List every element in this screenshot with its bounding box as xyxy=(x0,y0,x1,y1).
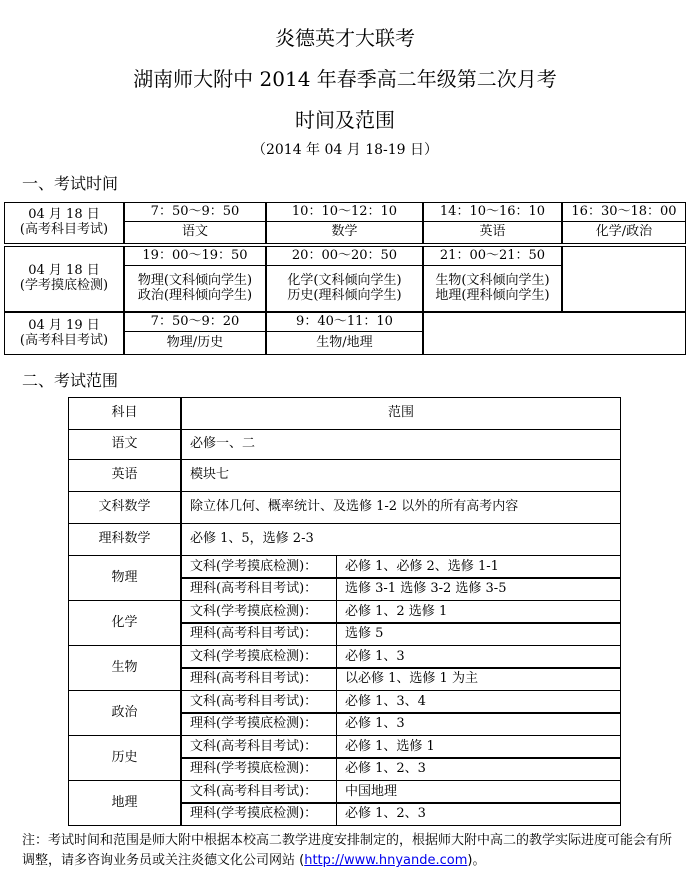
scope-range: 必修 1、3、4 xyxy=(336,690,621,714)
scope-header-subject: 科目 xyxy=(68,397,181,430)
schedule-subject: 语文 xyxy=(124,221,266,244)
scope-track-type: 理科(学考摸底检测)： xyxy=(181,802,337,826)
schedule-time: 9：40～11：10 xyxy=(266,312,423,332)
schedule-subject: 生物(文科倾向学生) xyxy=(435,272,550,288)
section-heading-scope: 二、考试范围 xyxy=(22,371,119,390)
schedule-date-cell xyxy=(4,202,124,244)
scope-subject: 化学 xyxy=(68,600,181,646)
scope-subject: 生物 xyxy=(68,645,181,691)
scope-track-type: 理科(学考摸底检测)： xyxy=(181,712,337,736)
scope-range: 必修 1、2 选修 1 xyxy=(336,600,621,624)
schedule-time: 7：50～9：50 xyxy=(124,202,266,222)
schedule-date-cell xyxy=(4,246,124,312)
scope-range: 必修 1、2、3 xyxy=(336,802,621,826)
scope-subject: 英语 xyxy=(68,459,181,492)
schedule-empty-cell xyxy=(562,246,686,312)
schedule-subject: 政治(理科倾向学生) xyxy=(137,287,253,303)
schedule-date: 04 月 18 日 xyxy=(28,263,100,279)
schedule-date: 04 月 19 日 xyxy=(28,317,100,333)
scope-range: 必修 1、3 xyxy=(336,712,621,736)
schedule-date-cell xyxy=(4,312,124,355)
scope-track-type: 文科(高考科目考试)： xyxy=(181,780,337,804)
schedule-time: 16：30～18：00 xyxy=(562,202,686,222)
scope-subject: 历史 xyxy=(68,735,181,781)
schedule-time: 7：50～9：20 xyxy=(124,312,266,332)
scope-track-type: 文科(高考科目考试)： xyxy=(181,735,337,759)
schedule-time: 21：00～21：50 xyxy=(423,246,562,266)
schedule-subject: 数学 xyxy=(266,221,423,244)
exam-series-title: 炎德英才大联考 xyxy=(275,26,415,50)
scope-range: 除立体几何、概率统计、及选修 1-2 以外的所有高考内容 xyxy=(181,491,621,524)
footnote-suffix: )。 xyxy=(467,853,486,868)
schedule-subject-pair xyxy=(266,265,423,312)
scope-subject: 理科数学 xyxy=(68,523,181,556)
schedule-exam-type: (高考科目考试) xyxy=(19,222,109,237)
exam-subtitle: 时间及范围 xyxy=(295,108,395,132)
schedule-exam-type: (学考摸底检测) xyxy=(19,278,109,293)
schedule-empty-cell xyxy=(423,312,686,355)
scope-subject: 地理 xyxy=(68,780,181,826)
scope-subject: 物理 xyxy=(68,555,181,601)
scope-track-type: 理科(高考科目考试)： xyxy=(181,667,337,691)
scope-range: 必修 1、5，选修 2-3 xyxy=(181,523,621,556)
exam-date-range: （2014 年 04 月 18-19 日） xyxy=(251,142,439,158)
scope-range: 模块七 xyxy=(181,459,621,492)
scope-subject: 政治 xyxy=(68,690,181,736)
schedule-subject: 物理(文科倾向学生) xyxy=(137,272,253,288)
scope-range: 中国地理 xyxy=(336,780,621,804)
scope-track-type: 文科(学考摸底检测)： xyxy=(181,555,337,579)
schedule-date: 04 月 18 日 xyxy=(28,207,100,223)
scope-range: 以必修 1、选修 1 为主 xyxy=(336,667,621,691)
schedule-time: 19：00～19：50 xyxy=(124,246,266,266)
website-link[interactable]: http://www.hnyande.com xyxy=(304,853,468,868)
schedule-subject: 英语 xyxy=(423,221,562,244)
schedule-subject-pair xyxy=(124,265,266,312)
schedule-subject-pair xyxy=(423,265,562,312)
schedule-subject: 化学/政治 xyxy=(562,221,686,244)
scope-subject: 文科数学 xyxy=(68,491,181,524)
footnote-text: 注：考试时间和范围是师大附中根据本校高二教学进度安排制定的，根据师大附中高二的教学实际进度可能会有所调整，请多咨询业务员或关注炎德文化公司网站 xyxy=(22,833,673,868)
scope-subject: 语文 xyxy=(68,429,181,460)
scope-track-type: 文科(学考摸底检测)： xyxy=(181,645,337,669)
scope-range: 必修 1、2、3 xyxy=(336,757,621,781)
schedule-subject: 历史(理科倾向学生) xyxy=(287,287,402,303)
schedule-time: 10：10～12：10 xyxy=(266,202,423,222)
schedule-time: 20：00～20：50 xyxy=(266,246,423,266)
scope-header-scope: 范围 xyxy=(181,397,621,430)
scope-track-type: 理科(高考科目考试)： xyxy=(181,622,337,646)
scope-track-type: 文科(学考摸底检测)： xyxy=(181,600,337,624)
scope-track-type: 文科(高考科目考试)： xyxy=(181,690,337,714)
scope-range: 必修 1、必修 2、选修 1-1 xyxy=(336,555,621,579)
scope-track-type: 理科(高考科目考试)： xyxy=(181,577,337,601)
scope-range: 必修 1、选修 1 xyxy=(336,735,621,759)
schedule-subject: 化学(文科倾向学生) xyxy=(287,272,402,288)
footnote: 注：考试时间和范围是师大附中根据本校高二教学进度安排制定的，根据师大附中高二的教学实际进度可能会有所调整，请多咨询业务员或关注炎德文化公司网站 (http://www.hnyande.com)。 xyxy=(22,833,673,868)
scope-range: 选修 5 xyxy=(336,622,621,646)
scope-range: 必修 1、3 xyxy=(336,645,621,669)
schedule-subject: 生物/地理 xyxy=(266,331,423,355)
schedule-subject: 地理(理科倾向学生) xyxy=(435,287,550,303)
scope-range: 选修 3-1 选修 3-2 选修 3-5 xyxy=(336,577,621,601)
scope-range: 必修一、二 xyxy=(181,429,621,460)
scope-track-type: 理科(学考摸底检测)： xyxy=(181,757,337,781)
section-heading-schedule: 一、考试时间 xyxy=(22,174,119,193)
schedule-time: 14：10～16：10 xyxy=(423,202,562,222)
schedule-subject: 物理/历史 xyxy=(124,331,266,355)
schedule-exam-type: (高考科目考试) xyxy=(19,332,109,348)
exam-title: 湖南师大附中 2014 年春季高二年级第二次月考 xyxy=(133,67,557,91)
